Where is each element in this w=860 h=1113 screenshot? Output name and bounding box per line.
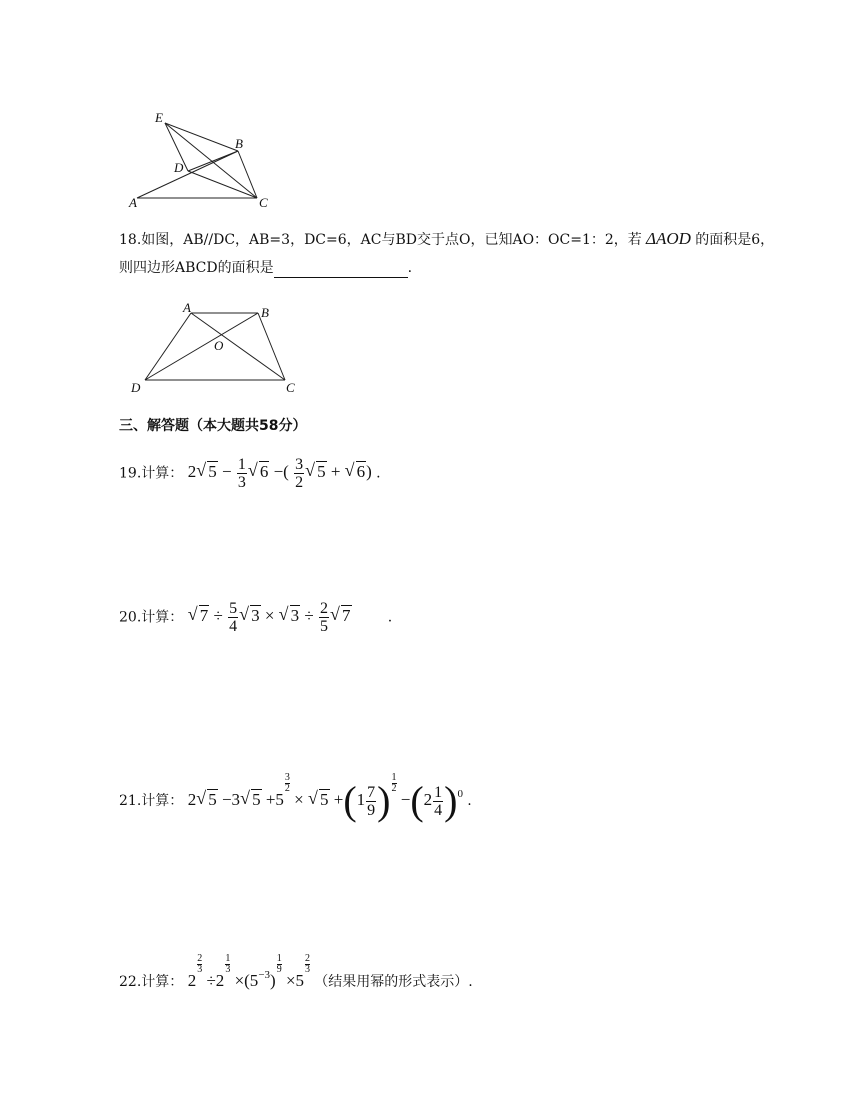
q19-prefix: 19.计算： [119, 465, 184, 482]
triangle-symbol: Δ [646, 229, 657, 248]
segment-db [188, 151, 238, 171]
label-b: B [261, 305, 269, 320]
label-c: C [259, 195, 268, 210]
triangle-name: AOD [656, 229, 691, 248]
segment-bd [145, 313, 258, 380]
segment-ad [145, 313, 191, 380]
q20-expression: √ 7 ÷ $\frac{5}{4}$ √ 3 × √ 3 ÷ $\frac{2}{5}$ √ 7 [188, 606, 356, 625]
q22-prefix: 22.计算： [119, 974, 184, 990]
question-22 [119, 953, 473, 998]
q21-expression: 2√ 5 −3√ 5 +5 $\frac{3}{2}$ × √ 5 +(1 $\frac{7}{9}$ ) $\frac{1}{2}$ −(2 $\frac{1}{4}$ )$^0$ [188, 790, 468, 809]
question-19 [119, 456, 381, 491]
q18-text-b: 的面积是6， [695, 232, 775, 248]
q18-text-c: 则四边形ABCD的面积是 [119, 260, 274, 276]
q22-expression: 2 $\frac{2}{3}$ ÷2 $\frac{1}{3}$ $\times(5^{-3})$ $\frac{1}{9}$ ×5 $\frac{2}{3}$ [187, 953, 311, 990]
figure-trapezoid-abcd [125, 298, 305, 398]
label-a: A [129, 195, 137, 210]
q20-end: . [387, 609, 393, 626]
q21-end: . [467, 793, 472, 809]
q19-end: . [376, 465, 381, 482]
label-a: A [183, 300, 191, 315]
segment-ac [191, 313, 285, 380]
label-d: D [131, 380, 141, 395]
segment-dc [188, 171, 257, 198]
label-o: O [214, 338, 224, 353]
figure-quadrilateral-edbac [120, 108, 280, 213]
q18-end: . [407, 260, 413, 276]
label-e: E [155, 110, 163, 125]
q19-expression: 2√ 5 − $\frac{1}{3}$ √ 6 −( $\frac{3}{2}$ √ 5 + √ 6) [188, 462, 376, 481]
triangle-aod [642, 229, 695, 248]
label-c: C [286, 380, 295, 395]
section-heading: 三、解答题（本大题共58分） [119, 418, 307, 434]
q21-prefix: 21.计算： [119, 793, 184, 809]
question-21 [119, 772, 472, 824]
q18-text-a: 18.如图，AB//DC，AB=3，DC=6，AC与BD交于点O，已知AO：OC=1：2，若 [119, 232, 642, 248]
segment-bc [238, 151, 257, 198]
question-18-line-1 [119, 229, 774, 250]
q20-prefix: 20.计算： [119, 609, 184, 626]
question-20 [119, 600, 392, 635]
label-d: D [174, 160, 184, 175]
label-b: B [235, 136, 243, 151]
segment-ab [137, 151, 238, 198]
question-18-line-2 [119, 258, 412, 278]
q22-note: （结果用幂的形式表示）. [314, 974, 473, 990]
answer-blank[interactable] [274, 263, 408, 278]
